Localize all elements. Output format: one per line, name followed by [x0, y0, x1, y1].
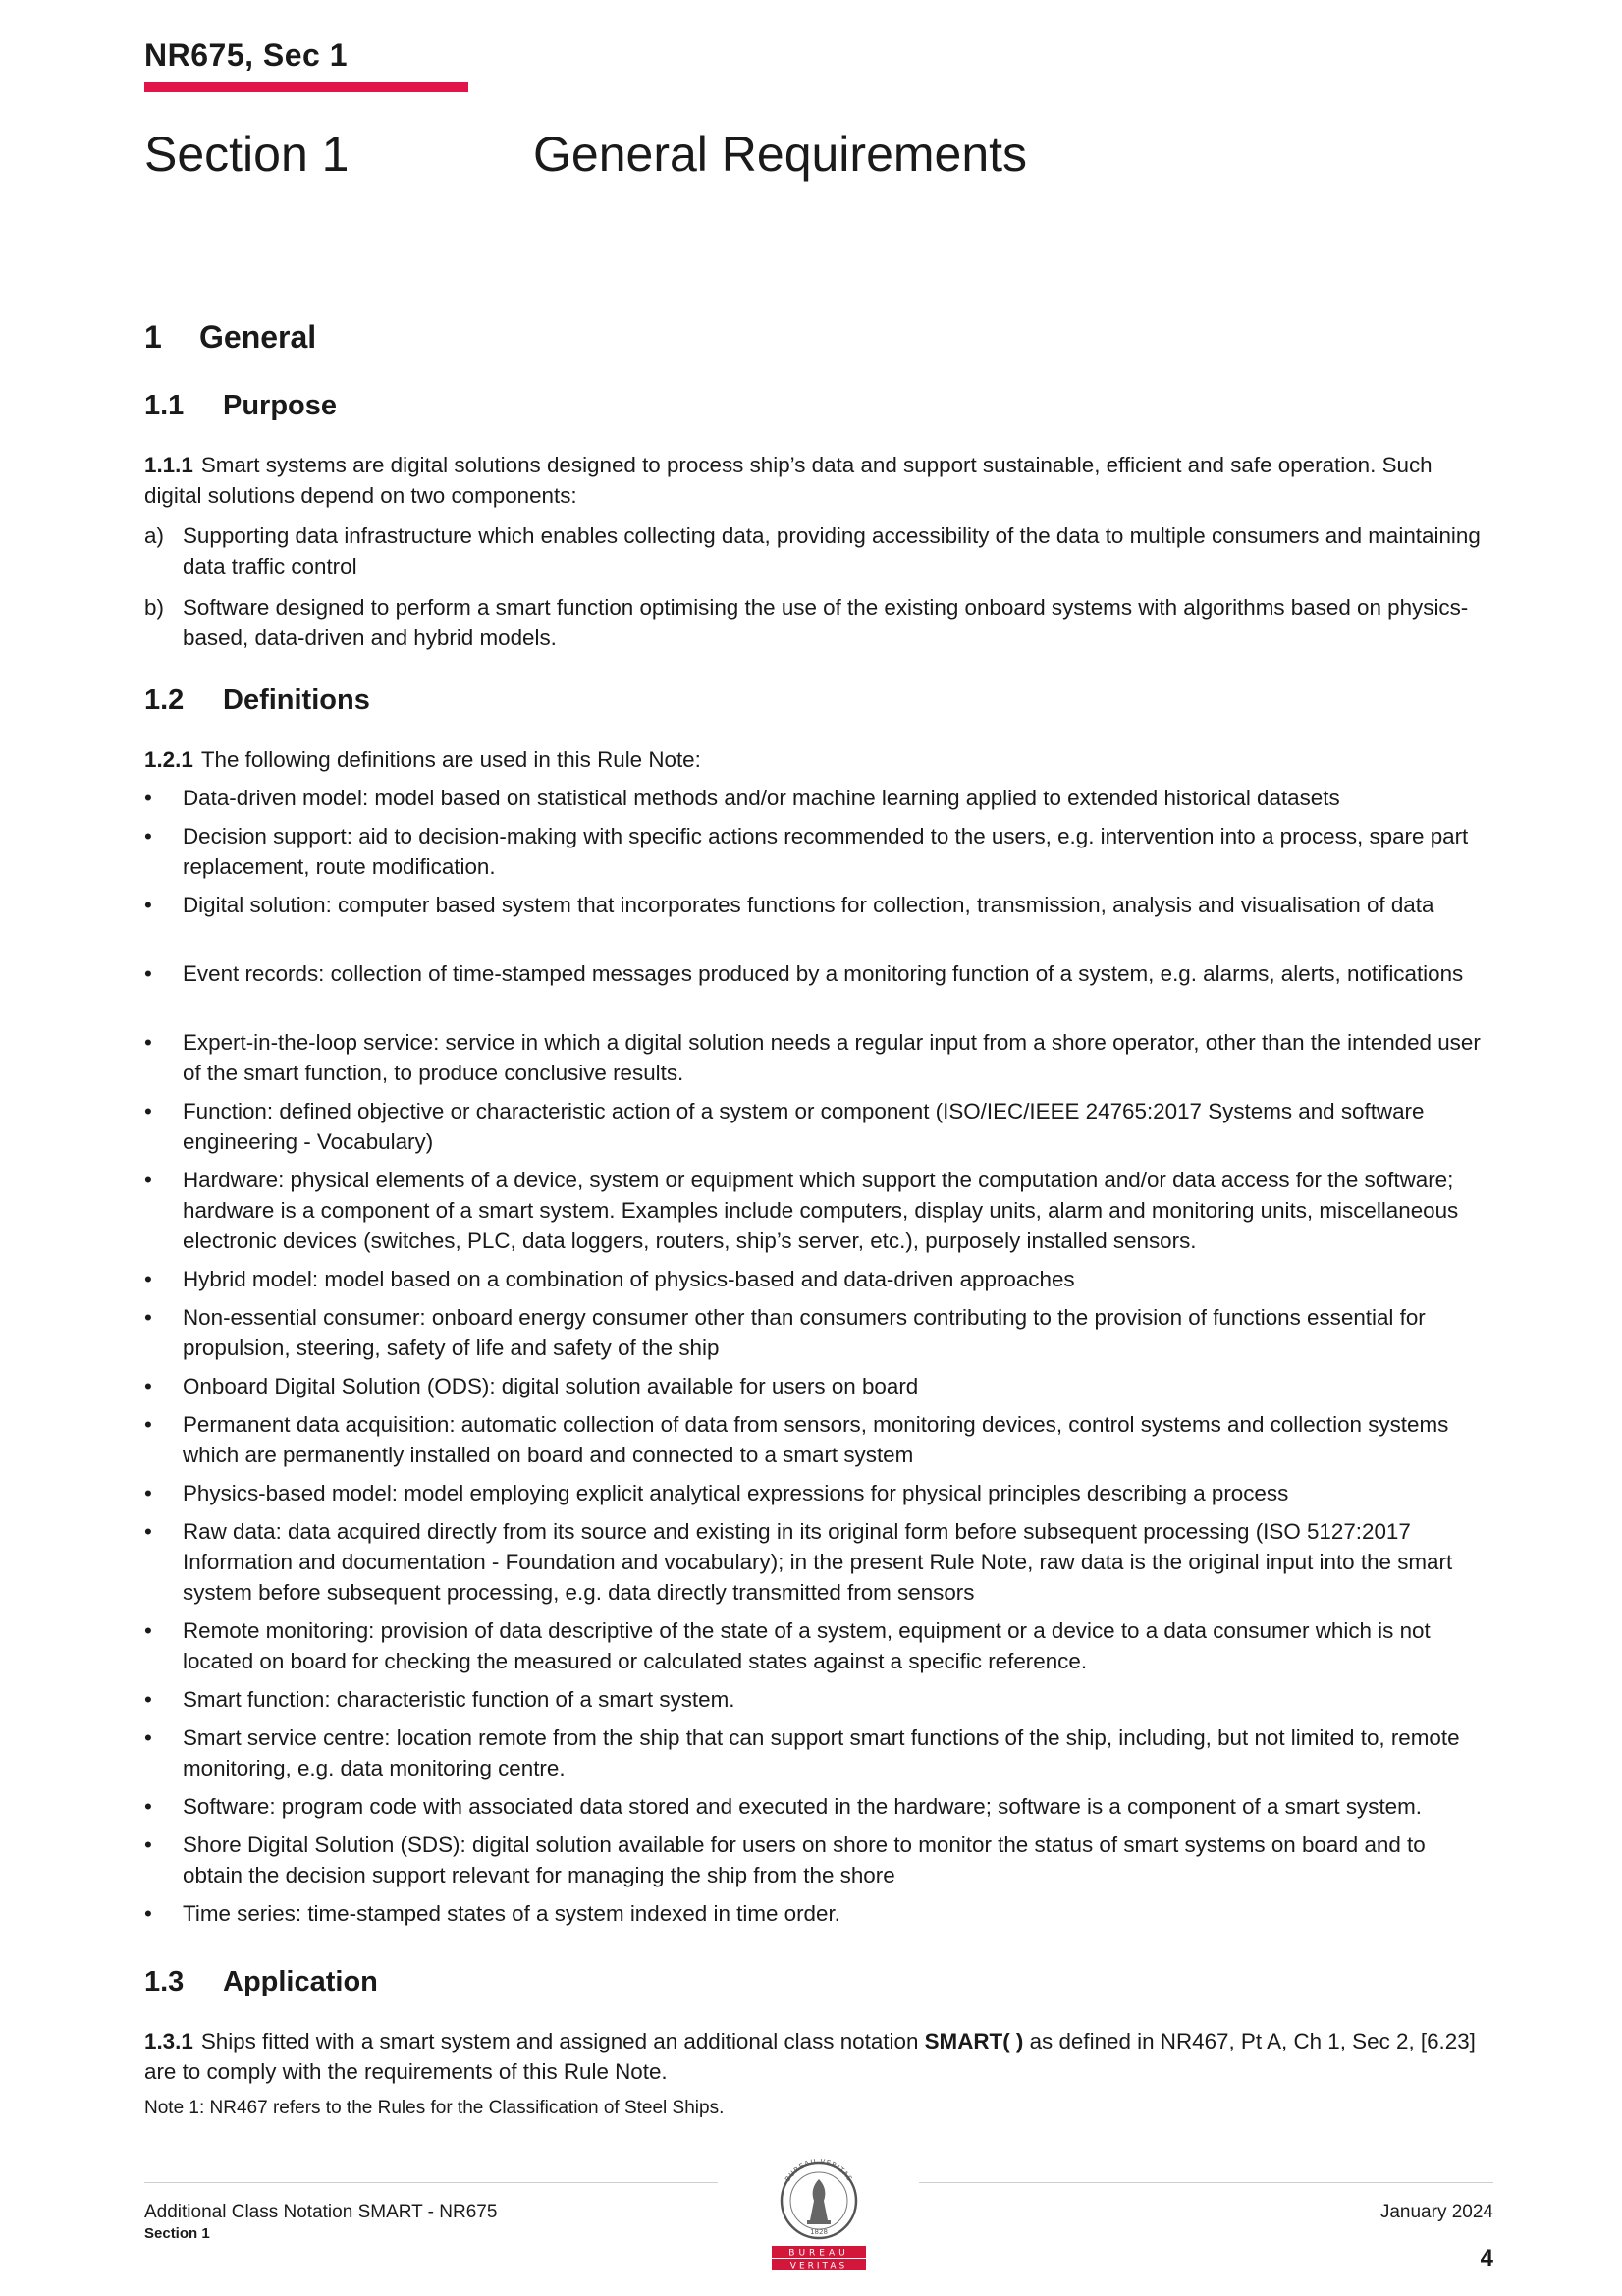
definition-item — [144, 1096, 1489, 1157]
heading-title: Purpose — [223, 390, 338, 421]
section-number: Section 1 — [144, 127, 350, 182]
svg-text:VERITAS: VERITAS — [789, 2261, 848, 2271]
definition-item — [144, 1165, 1489, 1256]
class-notation: SMART( ) — [924, 2029, 1024, 2053]
definition-item — [144, 1371, 1489, 1401]
definition-item — [144, 1722, 1489, 1783]
bullet: • — [144, 1794, 152, 1819]
paragraph-number: 1.2.1 — [144, 747, 193, 772]
heading-application — [144, 1966, 378, 1998]
bullet: • — [144, 824, 152, 848]
bullet: • — [144, 1030, 152, 1055]
definition-text: Smart service centre: location remote from the ship that can support smart functions of the ship, including, but not limited to, remote monitoring, e.g. data monitoring centre. — [183, 1725, 1460, 1780]
heading-definitions — [144, 684, 370, 717]
definition-item — [144, 1615, 1489, 1676]
svg-text:1828: 1828 — [810, 2228, 828, 2236]
heading-title: Definitions — [223, 684, 370, 716]
bullet: • — [144, 1687, 152, 1712]
paragraph-1-3-1 — [144, 2026, 1489, 2087]
list-item — [144, 592, 1489, 653]
definition-item — [144, 1478, 1489, 1508]
bullet: • — [144, 893, 152, 917]
footer-date: January 2024 — [1379, 2202, 1493, 2222]
footer-rule-left — [144, 2182, 718, 2183]
definition-item — [144, 1409, 1489, 1470]
definition-item — [144, 1302, 1489, 1363]
list-item — [144, 520, 1489, 581]
svg-text:BUREAU: BUREAU — [788, 2248, 849, 2259]
definition-text: Onboard Digital Solution (ODS): digital solution available for users on board — [183, 1374, 919, 1398]
bullet: • — [144, 1618, 152, 1643]
heading-purpose — [144, 390, 337, 422]
definition-text: Physics-based model: model employing explicit analytical expressions for physical principles describing a process — [183, 1481, 1289, 1505]
paragraph-text: Ships fitted with a smart system and assigned an additional class notation — [200, 2029, 925, 2053]
paragraph-text: The following definitions are used in this Rule Note: — [200, 747, 701, 772]
bullet: • — [144, 1832, 152, 1857]
bullet: • — [144, 1901, 152, 1926]
heading-title: Application — [223, 1966, 378, 1997]
bullet: • — [144, 1267, 152, 1291]
paragraph-number: 1.3.1 — [144, 2029, 193, 2053]
bullet: • — [144, 1099, 152, 1123]
heading-number: 1 — [144, 319, 162, 355]
definition-item — [144, 890, 1489, 920]
paragraph-1-1-1 — [144, 450, 1489, 511]
list-text: Supporting data infrastructure which enables collecting data, providing accessibility of the data to multiple consumers and maintaining data traffic control — [183, 523, 1481, 578]
definition-text: Shore Digital Solution (SDS): digital solution available for users on shore to monitor the status of smart systems on board and to obtain the decision support relevant for managing the ship from the shore — [183, 1832, 1426, 1887]
definition-text: Digital solution: computer based system that incorporates functions for collection, transmission, analysis and visualisation of data — [183, 893, 1434, 917]
header-accent-bar — [144, 82, 468, 92]
list-marker: b) — [144, 595, 164, 620]
definition-item — [144, 783, 1489, 813]
page-number: 4 — [1480, 2245, 1493, 2271]
running-head: NR675, Sec 1 — [144, 37, 349, 73]
definition-text: Expert-in-the-loop service: service in which a digital solution needs a regular input from a shore operator, other than the intended user of the smart function, to produce conclusive results. — [183, 1030, 1481, 1085]
bullet: • — [144, 1481, 152, 1505]
definition-item — [144, 821, 1489, 882]
definition-text: Smart function: characteristic function of a smart system. — [183, 1687, 735, 1712]
heading-title: General — [199, 319, 317, 355]
definition-text: Non-essential consumer: onboard energy consumer other than consumers contributing to the provision of functions essential for propulsion, steering, safety of life and safety of the ship — [183, 1305, 1426, 1360]
heading-number: 1.2 — [144, 684, 185, 716]
definition-text: Raw data: data acquired directly from its source and existing in its original form before subsequent processing (ISO 5127:2017 Information and documentation - Foundation and vocabulary); in the present Rule Note, raw data is the original input into the smart system before subsequent processing, e.g. data directly transmitted from sensors — [183, 1519, 1453, 1605]
bullet: • — [144, 1168, 152, 1192]
definition-item — [144, 1027, 1489, 1088]
footer-document-title: Additional Class Notation SMART - NR675 — [144, 2202, 498, 2222]
definition-item — [144, 1830, 1489, 1890]
heading-number: 1.1 — [144, 390, 185, 421]
definition-item — [144, 958, 1489, 989]
section-title: General Requirements — [533, 127, 1028, 182]
definition-item — [144, 1684, 1489, 1715]
definition-text: Time series: time-stamped states of a system indexed in time order. — [183, 1901, 840, 1926]
paragraph-number: 1.1.1 — [144, 453, 193, 477]
bullet: • — [144, 1374, 152, 1398]
paragraph-text-end: as defined in NR467, Pt A, Ch 1, Sec 2, [6.23] are to comply with the requirements of this Rule Note. — [144, 2029, 1476, 2084]
bureau-veritas-logo — [768, 2156, 870, 2273]
bullet: • — [144, 1725, 152, 1750]
definition-item — [144, 1516, 1489, 1608]
definition-item — [144, 1791, 1489, 1822]
list-marker: a) — [144, 523, 164, 548]
definition-text: Event records: collection of time-stamped messages produced by a monitoring function of a system, e.g. alarms, alerts, notifications — [183, 961, 1464, 986]
bullet: • — [144, 1519, 152, 1544]
list-text: Software designed to perform a smart function optimising the use of the existing onboard systems with algorithms based on physics-based, data-driven and hybrid models. — [183, 595, 1469, 650]
heading-general — [144, 319, 316, 355]
definition-text: Permanent data acquisition: automatic collection of data from sensors, monitoring devices, control systems and collection systems which are permanently installed on board and connected to a smart system — [183, 1412, 1449, 1467]
definition-text: Data-driven model: model based on statistical methods and/or machine learning applied to extended historical datasets — [183, 786, 1340, 810]
note-1: Note 1: NR467 refers to the Rules for the Classification of Steel Ships. — [144, 2098, 725, 2118]
definition-text: Software: program code with associated data stored and executed in the hardware; software is a component of a smart system. — [183, 1794, 1422, 1819]
definition-item — [144, 1264, 1489, 1294]
footer-section: Section 1 — [144, 2225, 210, 2242]
definition-text: Decision support: aid to decision-making with specific actions recommended to the users, e.g. intervention into a process, spare part replacement, route modification. — [183, 824, 1469, 879]
bullet: • — [144, 1305, 152, 1330]
paragraph-1-2-1 — [144, 744, 1489, 775]
paragraph-text: Smart systems are digital solutions designed to process ship’s data and support sustainable, efficient and safe operation. Such digital solutions depend on two components: — [144, 453, 1433, 508]
definition-text: Function: defined objective or characteristic action of a system or component (ISO/IEC/IEEE 24765:2017 Systems and software engineering - Vocabulary) — [183, 1099, 1425, 1154]
definition-text: Hardware: physical elements of a device, system or equipment which support the computation and/or data access for the software; hardware is a component of a smart system. Examples include computers, display units, alarm and monitoring units, miscellaneous electronic devices (switches, PLC, data loggers, routers, ship’s server, etc.), purposely installed sensors. — [183, 1168, 1459, 1253]
definition-item — [144, 1898, 1489, 1929]
svg-text:BUREAU VERITAS: BUREAU VERITAS — [784, 2158, 854, 2184]
definition-text: Hybrid model: model based on a combination of physics-based and data-driven approaches — [183, 1267, 1075, 1291]
heading-number: 1.3 — [144, 1966, 185, 1997]
definition-text: Remote monitoring: provision of data descriptive of the state of a system, equipment or a device to a data consumer which is not located on board for checking the measured or calculated states against a specific reference. — [183, 1618, 1431, 1673]
bullet: • — [144, 961, 152, 986]
footer-rule-right — [919, 2182, 1493, 2183]
bullet: • — [144, 1412, 152, 1437]
bullet: • — [144, 786, 152, 810]
